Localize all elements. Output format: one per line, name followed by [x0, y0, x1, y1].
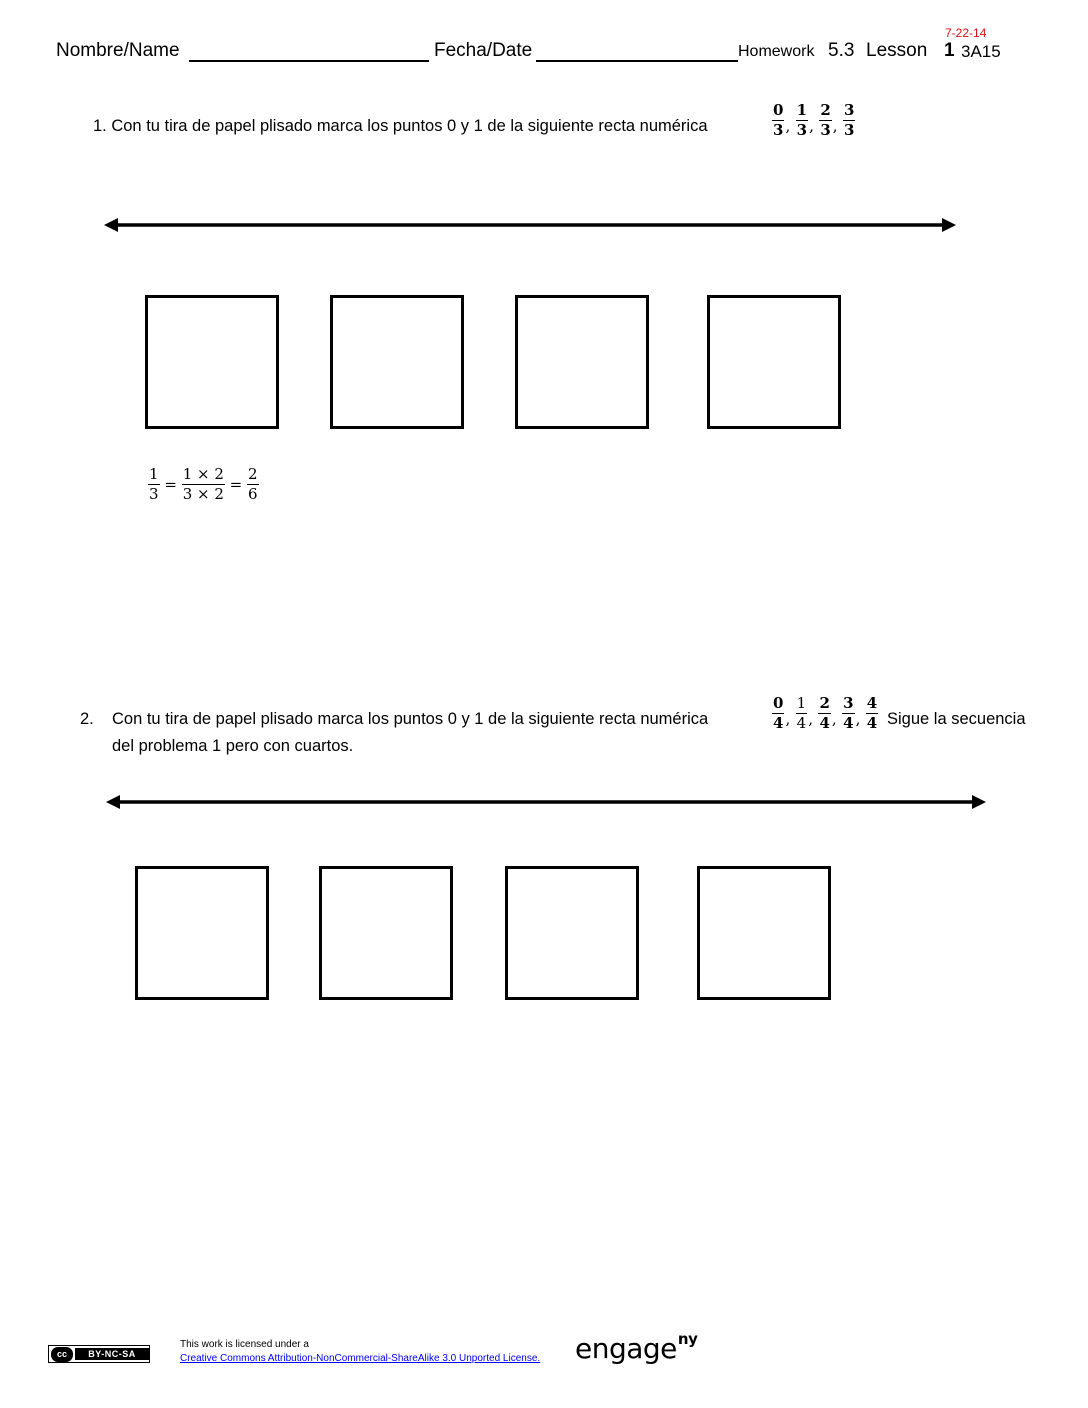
- answer-box[interactable]: [330, 295, 464, 429]
- fraction: $\frac{2}{6}$: [248, 465, 258, 503]
- problem2-fractions: $\frac{0}{4}$ , $\frac{1}{4}$ , $\frac{2}{4}$ , $\frac{3}{4}$ , $\frac{4}{4}$: [773, 694, 878, 732]
- fraction: $\frac{1 \times 2}{3 \times 2}$: [182, 465, 224, 503]
- answer-box[interactable]: [135, 866, 269, 1000]
- fraction: $\frac{1}{4}$: [796, 694, 807, 732]
- answer-box[interactable]: [145, 295, 279, 429]
- answer-box[interactable]: [707, 295, 841, 429]
- fraction: $\frac{0}{4}$: [773, 694, 784, 732]
- number-line-1: [100, 214, 960, 236]
- answer-box[interactable]: [505, 866, 639, 1000]
- number-line-2: [102, 791, 990, 813]
- license-link[interactable]: Creative Commons Attribution-NonCommercial-ShareAlike 3.0 Unported License.: [180, 1353, 541, 1364]
- lesson-code: 3A15: [961, 42, 1001, 61]
- fraction: $\frac{2}{4}$: [819, 694, 830, 732]
- answer-box[interactable]: [697, 866, 831, 1000]
- fraction: $\frac{3}{3}$: [844, 101, 855, 139]
- problem2-text: Con tu tira de papel plisado marca los puntos 0 y 1 de la siguiente recta numérica: [112, 710, 709, 728]
- cc-icon: cc: [51, 1347, 73, 1362]
- fraction: $\frac{1}{3}$: [149, 465, 159, 503]
- fraction: $\frac{1}{3}$: [796, 101, 808, 139]
- equals-sign: =: [229, 475, 243, 494]
- equals-sign: =: [164, 475, 177, 494]
- lesson-label: Lesson: [866, 40, 928, 61]
- problem1-text: 1. Con tu tira de papel plisado marca los puntos 0 y 1 de la siguiente recta numérica: [93, 117, 708, 135]
- answer-box[interactable]: [319, 866, 453, 1000]
- homework-label: Homework: [738, 43, 815, 60]
- answer-box[interactable]: [515, 295, 649, 429]
- date-stamp: 7-22-14: [945, 26, 987, 40]
- cc-terms: BY-NC-SA: [75, 1348, 149, 1360]
- fraction: $\frac{4}{4}$: [866, 694, 878, 732]
- problem2-text-line2: del problema 1 pero con cuartos.: [112, 737, 354, 755]
- date-label: Fecha/Date: [434, 40, 533, 61]
- cc-license-badge[interactable]: [48, 1345, 150, 1363]
- problem2-number: 2.: [80, 710, 94, 728]
- problem1-fractions: $\frac{0}{3}$ , $\frac{1}{3}$ , $\frac{2}{3}$ , $\frac{3}{3}$: [773, 101, 855, 139]
- problem2-text-after: Sigue la secuencia: [887, 710, 1026, 728]
- license-text: [180, 1338, 540, 1366]
- fraction: $\frac{2}{3}$: [820, 101, 831, 139]
- fraction: $\frac{3}{4}$: [843, 694, 854, 732]
- lesson-number: 1: [944, 40, 955, 61]
- name-label: Nombre/Name: [56, 40, 180, 61]
- equivalent-fraction-example: [148, 466, 259, 503]
- header-row: [56, 40, 1056, 66]
- homework-number: 5.3: [828, 40, 855, 61]
- fraction: $\frac{0}{3}$: [773, 101, 784, 139]
- date-field[interactable]: [536, 40, 738, 62]
- engageny-logo: engage$^{ny}$: [575, 1330, 698, 1365]
- license-line: This work is licensed under a: [180, 1339, 309, 1350]
- name-field[interactable]: [189, 40, 429, 62]
